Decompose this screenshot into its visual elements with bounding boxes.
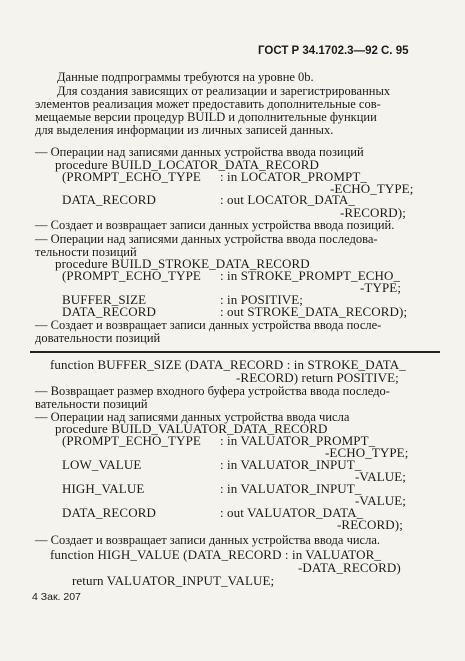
code-line: procedure BUILD_VALUATOR_DATA_RECORD [55, 421, 328, 436]
code-line: : in VALUATOR_INPUT_ [220, 481, 362, 496]
code-line: : in VALUATOR_INPUT_ [220, 457, 362, 472]
page-number: С. 95 [381, 45, 409, 57]
code-line: -TYPE; [360, 280, 402, 295]
code-line: procedure BUILD_STROKE_DATA_RECORD [55, 256, 310, 271]
text-line: вательности позиций [35, 397, 148, 411]
code-line: (PROMPT_ECHO_TYPE [62, 433, 201, 448]
code-line: -VALUE; [355, 493, 407, 508]
text-line: мещаемые версии процедур BUILD и дополнительные функции [35, 110, 377, 124]
code-line: DATA_RECORD [62, 505, 156, 520]
code-line: DATA_RECORD [62, 192, 156, 207]
code-line: -VALUE; [355, 469, 407, 484]
text-line: — Создает и возвращает записи данных устройства ввода после- [35, 318, 382, 332]
code-line: -DATA_RECORD) [298, 560, 401, 575]
code-line: -RECORD); [340, 205, 406, 220]
code-line: HIGH_VALUE [62, 481, 145, 496]
code-line: : out STROKE_DATA_RECORD); [220, 304, 408, 319]
text-line: для выделения информации из личных записей данных. [35, 123, 334, 137]
code-line: procedure BUILD_LOCATOR_DATA_RECORD [55, 157, 320, 172]
text-line: — Создает и возвращает записи данных устройства ввода числа. [35, 533, 381, 547]
text-line: — Создает и возвращает записи данных устройства ввода позиций. [35, 218, 395, 232]
separator-rule [30, 351, 440, 353]
standard-code: ГОСТ Р 34.1702.3—92 [258, 45, 378, 57]
code-line: LOW_VALUE [62, 457, 142, 472]
code-line: -RECORD); [337, 517, 403, 532]
text-line: элементов реализация может предоставить дополнительные сов- [35, 97, 381, 111]
code-line: : out VALUATOR_DATA_ [220, 505, 364, 520]
text-line: довательности позиций [35, 331, 161, 345]
order-number: 4 Зак. 207 [32, 591, 81, 603]
code-line: DATA_RECORD [62, 304, 156, 319]
code-line: -ECHO_TYPE; [325, 445, 409, 460]
code-line: : out LOCATOR_DATA_ [220, 192, 355, 207]
code-line: (PROMPT_ECHO_TYPE [62, 268, 201, 283]
code-line: : in LOCATOR_PROMPT_ [220, 169, 367, 184]
text-line: тельности позиций [35, 245, 137, 259]
text-line: Данные подпрограммы требуются на уровне 0b. [57, 70, 314, 84]
text-line: — Операции над записями данных устройства ввода числа [35, 410, 350, 424]
code-line: function HIGH_VALUE (DATA_RECORD : in VALUATOR_ [50, 547, 381, 562]
code-line: : in STROKE_PROMPT_ECHO_ [220, 268, 401, 283]
text-line: — Операции над записями данных устройства ввода позиций [35, 145, 364, 159]
code-line: BUFFER_SIZE [62, 292, 147, 307]
code-line: -RECORD) return POSITIVE; [236, 370, 399, 385]
text-line: — Возвращает размер входного буфера устройства ввода последо- [35, 384, 390, 398]
code-line: : in POSITIVE; [220, 292, 304, 307]
code-line: return VALUATOR_INPUT_VALUE; [72, 573, 275, 588]
code-line: -ECHO_TYPE; [330, 181, 414, 196]
text-line: — Операции над записями данных устройства ввода последова- [35, 232, 378, 246]
text-line: Для создания зависящих от реализации и зарегистрированных [57, 84, 391, 98]
code-line: function BUFFER_SIZE (DATA_RECORD : in STROKE_DATA_ [50, 357, 406, 372]
code-line: (PROMPT_ECHO_TYPE [62, 169, 201, 184]
code-line: : in VALUATOR_PROMPT_ [220, 433, 376, 448]
